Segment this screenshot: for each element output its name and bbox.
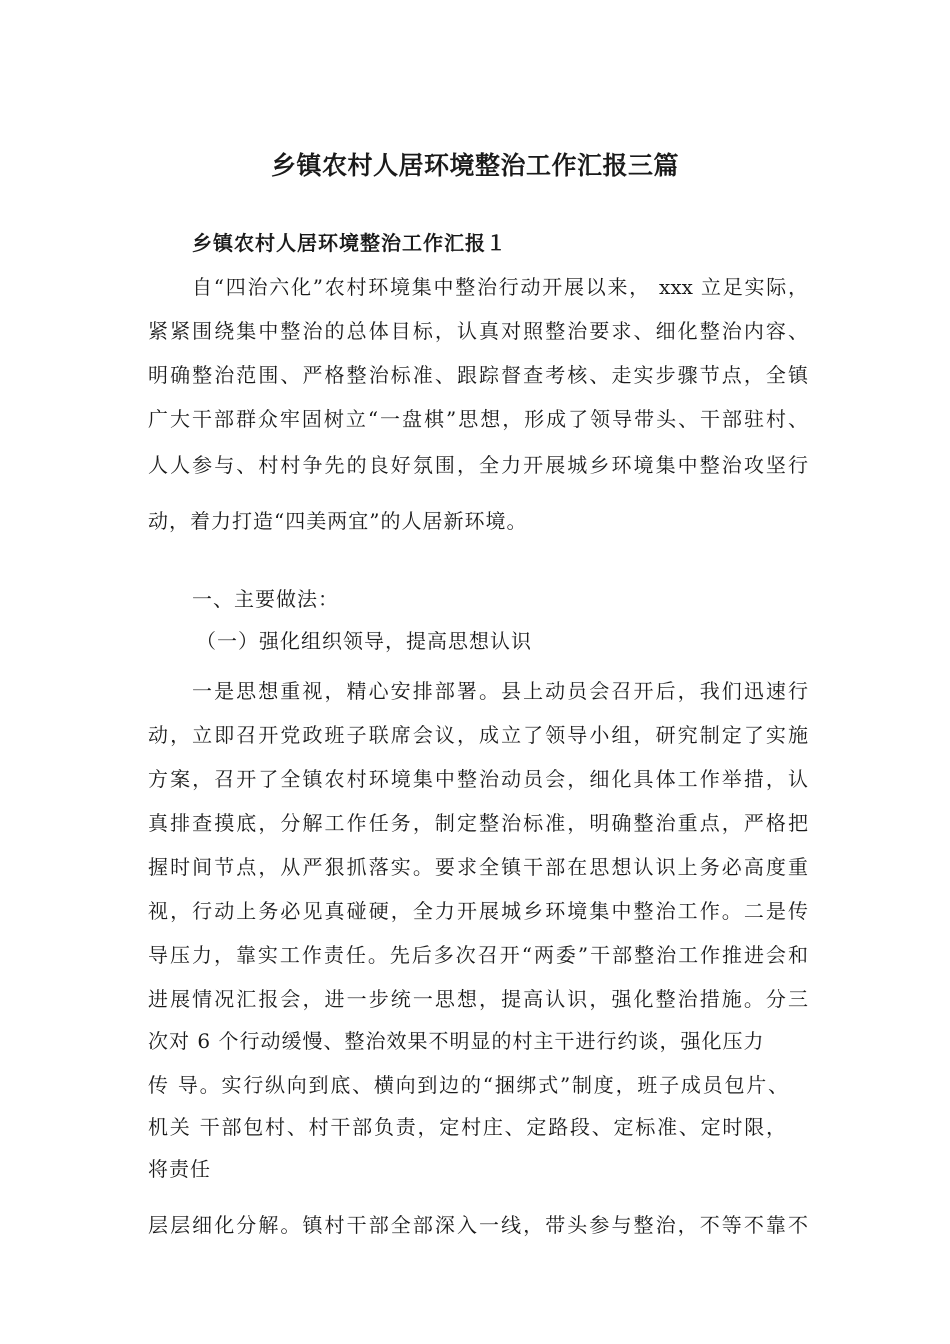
paragraph-line: 握时间节点，从严狠抓落实。要求全镇干部在思想认识上务必高度重 [148,855,808,879]
paragraph-line: 方案，召开了全镇农村环境集中整治动员会，细化具体工作举措，认 [148,767,808,791]
document-title: 乡镇农村人居环境整治工作汇报三篇 [270,151,679,180]
list-heading: 一、主要做法： [192,587,339,611]
paragraph-line: 紧紧围绕集中整治的总体目标，认真对照整治要求、细化整治内容、 [148,319,808,343]
paragraph-line: 人人参与、村村争先的良好氛围，全力开展城乡环境集中整治攻坚行 [148,453,808,477]
paragraph-line: 进展情况汇报会，进一步统一思想，提高认识，强化整治措施。分三 [148,987,808,1011]
subsection-heading: （一）强化组织领导，提高思想认识 [196,629,532,653]
paragraph-line: 动，着力打造“四美两宜”的人居新环境。 [148,509,528,533]
paragraph-line: 将责任 [148,1157,211,1181]
section-heading: 乡镇农村人居环境整治工作汇报１ [192,231,507,255]
paragraph-line: 明确整治范围、严格整治标准、跟踪督查考核、走实步骤节点，全镇 [148,363,808,387]
paragraph-line: 传 导。实行纵向到底、横向到边的“捆绑式”制度，班子成员包片、 [148,1073,788,1097]
paragraph-line: 自“四治六化”农村环境集中整治行动开展以来， xxx 立足实际， [192,275,808,299]
paragraph-line: 视，行动上务必见真碰硬，全力开展城乡环境集中整治工作。二是传 [148,899,808,923]
paragraph-line: 导压力，靠实工作责任。先后多次召开“两委”干部整治工作推进会和 [148,943,808,967]
paragraph-line: 次对 6 个行动缓慢、整治效果不明显的村主干进行约谈，强化压力 [148,1029,765,1053]
paragraph-line: 动，立即召开党政班子联席会议，成立了领导小组，研究制定了实施 [148,723,808,747]
paragraph-line: 机关 干部包村、村干部负责，定村庄、定路段、定标准、定时限， [148,1115,786,1139]
paragraph-line: 一是思想重视，精心安排部署。县上动员会召开后，我们迅速行 [192,679,808,703]
paragraph-line: 广大干部群众牢固树立“一盘棋”思想，形成了领导带头、干部驻村、 [148,407,808,431]
paragraph-line: 真排查摸底，分解工作任务，制定整治标准，明确整治重点，严格把 [148,811,808,835]
paragraph-line: 层层细化分解。镇村干部全部深入一线，带头参与整治，不等不靠不 [148,1213,808,1237]
